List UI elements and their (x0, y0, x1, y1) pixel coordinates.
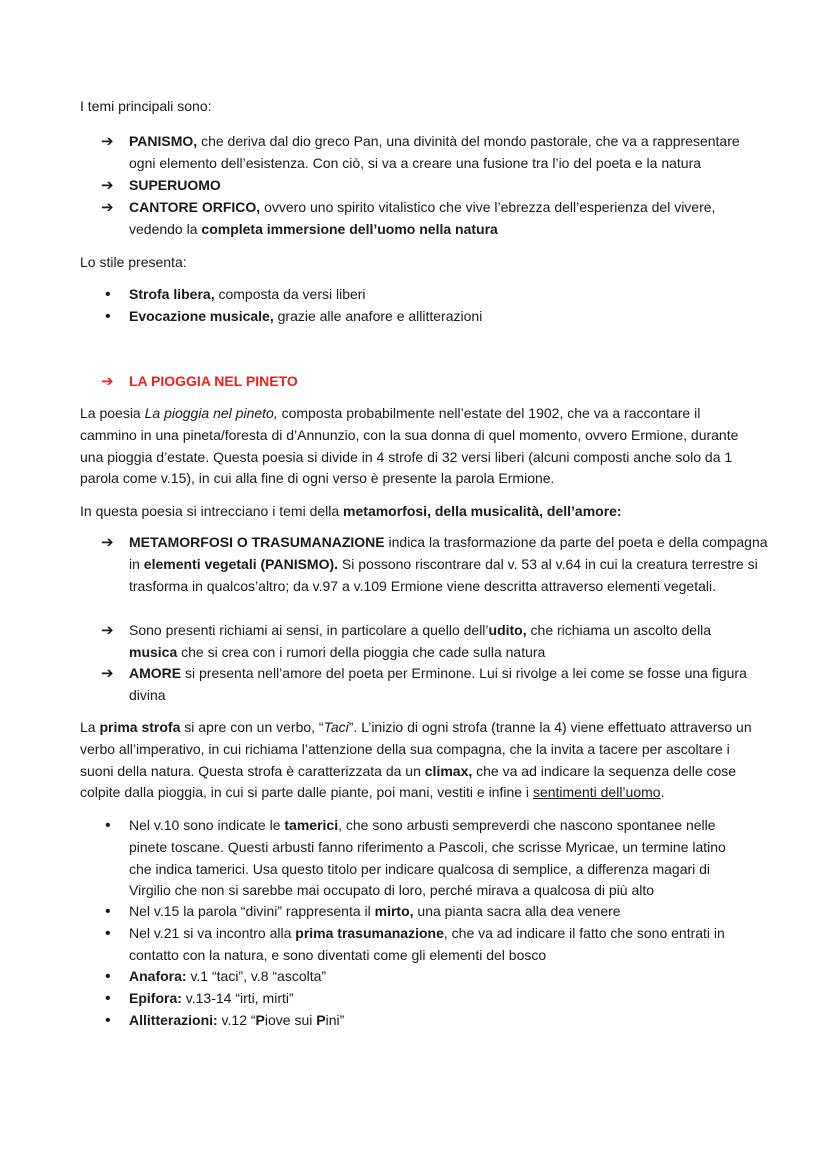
style-bold: Strofa libera, (129, 286, 215, 302)
arrow-icon: ➔ (101, 665, 114, 682)
note-text: , che sono arbusti sempreverdi che nascono spontanee nelle pinete toscane. Questi arbusti fanno riferimento a Pascoli, che scrisse Myricae, un termine latino che indica tamerici. Usa questo titolo per indicare qualcosa di semplice, a differenza magari di Virgilio che non si sarebbe mai occupato di loro, perché mirava a qualcosa di più alto (129, 817, 726, 899)
para-text: ”. L’inizio di ogni strofa (tranne la 4) viene effettuato attraverso un verbo all’imperativo, in cui richiama l’attenzione della sua compagna, che la invita a tacere per ascoltare i suoni della natura. Questa strofa è caratterizzata da un (80, 719, 752, 779)
pt-bold: AMORE (129, 665, 182, 681)
pt-text: si presenta nell’amore del poeta per Erminone. Lui si rivolge a lei come se fosse una figura divina (129, 665, 747, 703)
bullet-icon: • (105, 925, 111, 942)
theme-bold: SUPERUOMO (129, 177, 221, 193)
paragraph-themes (80, 501, 760, 523)
para-text: In questa poesia si intrecciano i temi della (80, 503, 344, 519)
theme-item-cantore (101, 197, 729, 241)
note-item (105, 901, 769, 923)
note-item (105, 923, 729, 967)
theme-bold: PANISMO, (129, 133, 198, 149)
pt-text: che si crea con i rumori della pioggia che cade sulla natura (177, 643, 546, 660)
para-bold: climax, (424, 762, 473, 779)
pt-text: Sono presenti richiami ai sensi, in particolare a quello dell’ (129, 622, 489, 638)
note-text: v.13-14 “irti, mirti” (181, 990, 294, 1006)
pt-bold: METAMORFOSI O TRASUMANAZIONE (129, 534, 385, 550)
para-text: si apre con un verbo, “ (180, 719, 324, 735)
theme-item-panismo (101, 131, 749, 175)
note-text: iove sui (264, 1012, 317, 1028)
note-text: , che va ad indicare il fatto che sono entrati in contatto con la natura, e sono diventati come gli elementi del bosco (129, 925, 725, 963)
arrow-icon: ➔ (101, 133, 114, 150)
theme-text: che deriva dal dio greco Pan, una divinità del mondo pastorale, che va a rappresentare ogni elemento dell’esistenza. Con ciò, si va a creare una fusione tra l’io del poeta e la natura (129, 133, 740, 171)
note-text: v.12 “ (217, 1012, 256, 1028)
poem-theme-sensi (101, 620, 729, 664)
bullet-icon: • (105, 286, 111, 303)
pt-bold: udito, (488, 622, 527, 638)
style-intro-line (80, 252, 760, 274)
note-text: v.1 “taci”, v.8 “ascolta” (186, 968, 327, 984)
arrow-icon: ➔ (101, 373, 114, 390)
bullet-icon: • (105, 817, 111, 834)
para-italic: Taci (323, 719, 349, 735)
arrow-icon: ➔ (101, 622, 114, 639)
para-text: che va ad indicare la sequenza delle cose colpite dalla pioggia, in cui si parte dalle piante, poi mani, vestiti e infine i (80, 762, 737, 801)
bullet-icon: • (105, 968, 111, 985)
bullet-icon: • (105, 308, 111, 325)
pt-bold: elementi vegetali (PANISMO). (143, 555, 339, 572)
note-bold: Allitterazioni: (129, 1012, 218, 1028)
style-bold: Evocazione musicale, (129, 308, 274, 324)
pt-text: che richiama un ascolto della (526, 622, 712, 638)
note-bold: P (316, 1012, 326, 1028)
pt-text: Si possono riscontrare dal v. 53 al v.64 in cui la creatura terrestre si trasforma in qualcos’altro; da v.97 a v.109 Ermione viene descritta attraverso elementi vegetali. (129, 555, 758, 594)
note-item (105, 966, 769, 988)
theme-bold-end: completa immersione dell’uomo nella natura (201, 220, 498, 237)
para-text: composta probabilmente nell’estate del 1902, che va a raccontare il cammino in una pineta/foresta di d’Annunzio, con la sua donna di quel momento, ovvero Ermione, durante una pioggia d’estate. Questa poesia si divide in 4 strofe di 32 versi liberi (alcuni composti anche solo da 1 parola come v.15), in cui alla fine di ogni verso è presente la parola Ermione. (80, 405, 739, 487)
style-intro-text: Lo stile presenta: (80, 254, 187, 270)
note-text: Nel v.21 si va incontro alla (129, 925, 296, 941)
bullet-icon: • (105, 990, 111, 1007)
note-item (105, 1010, 769, 1032)
para-text: . (660, 784, 665, 801)
para-bold: metamorfosi, della musicalità, dell’amore: (343, 503, 622, 519)
poem-theme-metamorfosi (101, 532, 769, 597)
note-item (105, 988, 769, 1010)
note-bold: Anafora: (129, 968, 187, 984)
arrow-icon: ➔ (101, 534, 114, 551)
note-text: Nel v.15 la parola “divini” rappresenta il (129, 903, 375, 919)
note-bold: prima trasumanazione (295, 925, 444, 941)
style-item (105, 284, 769, 306)
style-text: composta da versi liberi (214, 286, 366, 302)
intro-text: I temi principali sono: (80, 98, 212, 114)
style-item (105, 306, 769, 328)
note-bold: mirto, (374, 903, 414, 919)
note-text: una pianta sacra alla dea venere (413, 903, 621, 919)
intro-line (80, 96, 760, 118)
arrow-icon: ➔ (101, 177, 114, 194)
note-bold: Epifora: (129, 990, 182, 1006)
note-bold: tamerici (284, 817, 339, 833)
note-text: Nel v.10 sono indicate le (129, 817, 285, 833)
para-underline: sentimenti dell’uomo (532, 784, 661, 801)
bullet-icon: • (105, 903, 111, 920)
style-text: grazie alle anafore e allitterazioni (273, 308, 483, 324)
note-text: ini” (325, 1012, 345, 1028)
note-item (105, 815, 729, 902)
para-text: La (80, 719, 100, 735)
paragraph-prima-strofa (80, 717, 755, 804)
pt-text: indica la trasformazione da parte del poeta e della compagna in (129, 534, 768, 572)
theme-item-superuomo (101, 175, 769, 197)
section-title-text: LA PIOGGIA NEL PINETO (129, 373, 298, 389)
para-text: La poesia (80, 405, 145, 421)
arrow-icon: ➔ (101, 199, 114, 216)
paragraph-intro (80, 403, 760, 490)
note-bold: P (255, 1012, 265, 1028)
theme-text: ovvero uno spirito vitalistico che vive l’ebrezza dell’esperienza del vivere, vedendo la (129, 199, 716, 237)
theme-bold: CANTORE ORFICO, (129, 199, 261, 215)
poem-title-italic: La pioggia nel pineto, (144, 405, 278, 421)
bullet-icon: • (105, 1012, 111, 1029)
pt-bold: musica (129, 643, 178, 660)
poem-theme-amore (101, 663, 754, 707)
section-title (101, 371, 769, 393)
para-bold: prima strofa (99, 719, 181, 735)
